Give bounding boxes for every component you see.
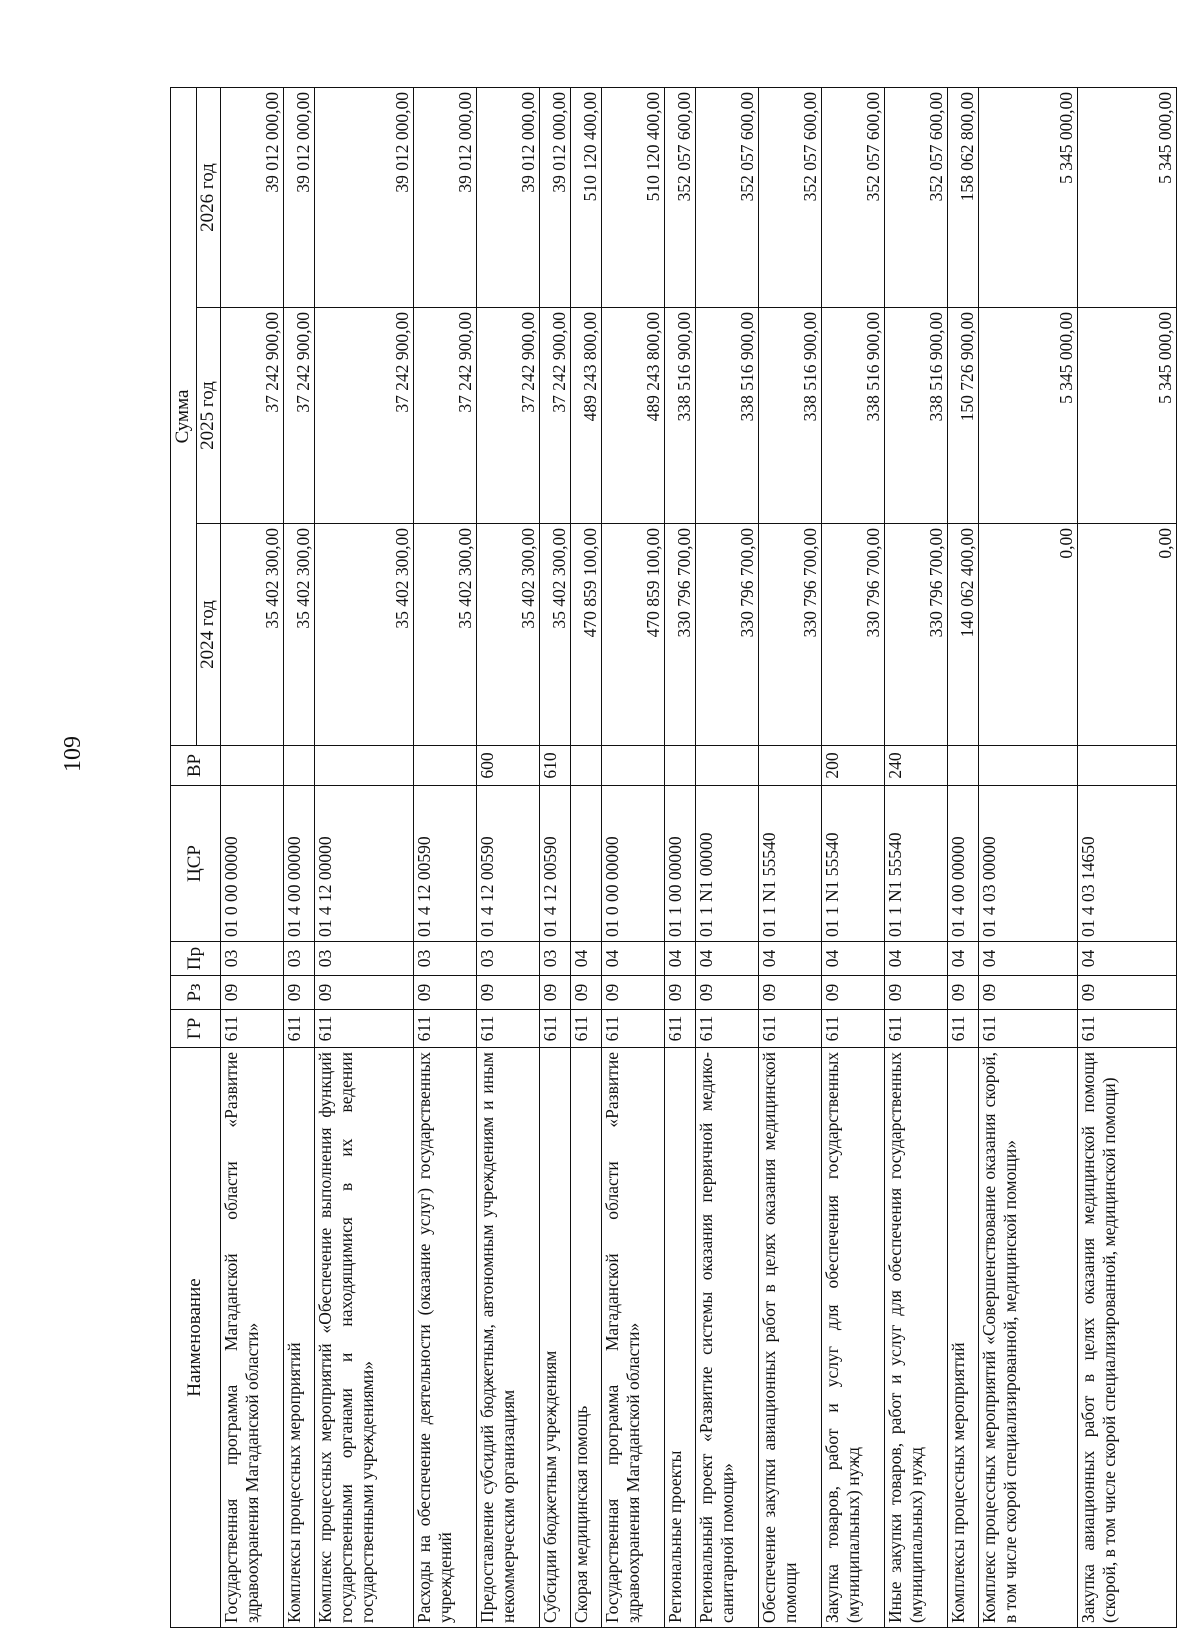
row-name: Субсидии бюджетным учреждениям <box>540 1048 571 1628</box>
row-name: Региональный проект «Развитие системы оказания первичной медико-санитарной помощи» <box>696 1048 759 1628</box>
row-2026: 5 345 000,00 <box>979 88 1078 308</box>
header-2024: 2024 год <box>197 524 221 746</box>
row-2025: 37 242 900,00 <box>221 308 284 524</box>
row-2025: 37 242 900,00 <box>284 308 315 524</box>
row-vr <box>696 746 759 786</box>
row-2024: 35 402 300,00 <box>414 524 477 746</box>
row-rz: 09 <box>602 976 665 1010</box>
row-name: Обеспечение закупки авиационных работ в целях оказания медицинской помощи <box>759 1048 822 1628</box>
row-pr: 04 <box>822 942 885 976</box>
table-row <box>948 88 979 1628</box>
row-vr <box>665 746 696 786</box>
row-2024: 470 859 100,00 <box>602 524 665 746</box>
table-row <box>602 88 665 1628</box>
row-2026: 352 057 600,00 <box>665 88 696 308</box>
row-name: Государственная программа Магаданской области «Развитие здравоохранения Магаданской области» <box>602 1048 665 1628</box>
row-2024: 330 796 700,00 <box>696 524 759 746</box>
budget-table <box>170 87 1177 1628</box>
row-gr: 611 <box>885 1010 948 1048</box>
row-vr: 240 <box>885 746 948 786</box>
row-pr: 04 <box>1078 942 1177 976</box>
row-vr <box>759 746 822 786</box>
row-2025: 338 516 900,00 <box>665 308 696 524</box>
row-pr: 04 <box>948 942 979 976</box>
row-2025: 338 516 900,00 <box>822 308 885 524</box>
row-rz: 09 <box>477 976 540 1010</box>
table-row <box>414 88 477 1628</box>
table-row <box>315 88 414 1628</box>
row-2026: 352 057 600,00 <box>759 88 822 308</box>
row-gr: 611 <box>822 1010 885 1048</box>
table-row <box>221 88 284 1628</box>
row-name: Комплексы процессных мероприятий <box>284 1048 315 1628</box>
row-csr: 01 1 N1 55540 <box>822 786 885 942</box>
row-gr: 611 <box>315 1010 414 1048</box>
row-pr: 04 <box>885 942 948 976</box>
row-csr: 01 4 00 00000 <box>948 786 979 942</box>
table-row <box>571 88 602 1628</box>
row-gr: 611 <box>665 1010 696 1048</box>
row-2024: 35 402 300,00 <box>284 524 315 746</box>
row-2026: 39 012 000,00 <box>284 88 315 308</box>
row-2024: 35 402 300,00 <box>221 524 284 746</box>
row-2026: 158 062 800,00 <box>948 88 979 308</box>
row-gr: 611 <box>602 1010 665 1048</box>
header-csr: ЦСР <box>171 786 221 942</box>
row-2025: 338 516 900,00 <box>759 308 822 524</box>
row-2024: 470 859 100,00 <box>571 524 602 746</box>
row-2026: 510 120 400,00 <box>602 88 665 308</box>
row-vr: 200 <box>822 746 885 786</box>
row-csr: 01 4 03 00000 <box>979 786 1078 942</box>
row-2024: 330 796 700,00 <box>665 524 696 746</box>
row-pr: 04 <box>665 942 696 976</box>
header-name: Наименование <box>171 1048 221 1628</box>
row-name: Иные закупки товаров, работ и услуг для обеспечения государственных (муниципальных) нужд <box>885 1048 948 1628</box>
row-pr: 04 <box>979 942 1078 976</box>
row-vr <box>948 746 979 786</box>
row-csr: 01 1 N1 55540 <box>885 786 948 942</box>
row-2026: 39 012 000,00 <box>221 88 284 308</box>
table-row <box>477 88 540 1628</box>
row-csr: 01 0 00 00000 <box>221 786 284 942</box>
row-vr: 600 <box>477 746 540 786</box>
row-csr: 01 0 00 00000 <box>602 786 665 942</box>
row-rz: 09 <box>571 976 602 1010</box>
page-number: 109 <box>60 736 86 772</box>
row-name: Скорая медицинская помощь <box>571 1048 602 1628</box>
row-name: Закупка авиационных работ в целях оказания медицинской помощи (скорой, в том числе скорой специализированной, медицинской помощи) <box>1078 1048 1177 1628</box>
row-2026: 510 120 400,00 <box>571 88 602 308</box>
row-csr: 01 4 12 00590 <box>414 786 477 942</box>
row-pr: 04 <box>571 942 602 976</box>
row-csr: 01 4 00 00000 <box>284 786 315 942</box>
row-rz: 09 <box>315 976 414 1010</box>
row-rz: 09 <box>284 976 315 1010</box>
row-rz: 09 <box>665 976 696 1010</box>
row-rz: 09 <box>696 976 759 1010</box>
row-2025: 338 516 900,00 <box>885 308 948 524</box>
row-2025: 5 345 000,00 <box>1078 308 1177 524</box>
row-2024: 35 402 300,00 <box>477 524 540 746</box>
row-vr <box>979 746 1078 786</box>
row-rz: 09 <box>221 976 284 1010</box>
row-rz: 09 <box>979 976 1078 1010</box>
row-vr <box>315 746 414 786</box>
row-pr: 03 <box>477 942 540 976</box>
row-2024: 330 796 700,00 <box>885 524 948 746</box>
row-pr: 03 <box>540 942 571 976</box>
row-2024: 330 796 700,00 <box>759 524 822 746</box>
row-csr: 01 1 N1 00000 <box>696 786 759 942</box>
table-row <box>979 88 1078 1628</box>
header-vr: ВР <box>171 746 221 786</box>
row-rz: 09 <box>759 976 822 1010</box>
row-rz: 09 <box>414 976 477 1010</box>
table-row <box>1078 88 1177 1628</box>
row-2026: 39 012 000,00 <box>414 88 477 308</box>
row-vr <box>284 746 315 786</box>
row-2024: 35 402 300,00 <box>315 524 414 746</box>
row-2025: 37 242 900,00 <box>540 308 571 524</box>
row-csr: 01 1 00 00000 <box>665 786 696 942</box>
row-pr: 03 <box>221 942 284 976</box>
row-gr: 611 <box>284 1010 315 1048</box>
row-pr: 03 <box>414 942 477 976</box>
row-name: Комплекс процессных мероприятий «Обеспечение выполнения функций государственными органами и находящимися в их ведении государственными учреждениями» <box>315 1048 414 1628</box>
row-rz: 09 <box>540 976 571 1010</box>
row-name: Государственная программа Магаданской области «Развитие здравоохранения Магаданской области» <box>221 1048 284 1628</box>
row-rz: 09 <box>948 976 979 1010</box>
row-vr: 610 <box>540 746 571 786</box>
table-row <box>284 88 315 1628</box>
row-csr <box>571 786 602 942</box>
row-2024: 140 062 400,00 <box>948 524 979 746</box>
table-row <box>759 88 822 1628</box>
row-pr: 03 <box>284 942 315 976</box>
row-gr: 611 <box>948 1010 979 1048</box>
row-2025: 489 243 800,00 <box>602 308 665 524</box>
row-gr: 611 <box>979 1010 1078 1048</box>
row-gr: 611 <box>571 1010 602 1048</box>
row-name: Комплексы процессных мероприятий <box>948 1048 979 1628</box>
row-2024: 0,00 <box>1078 524 1177 746</box>
row-2025: 5 345 000,00 <box>979 308 1078 524</box>
row-gr: 611 <box>1078 1010 1177 1048</box>
row-rz: 09 <box>885 976 948 1010</box>
table-row <box>822 88 885 1628</box>
row-vr <box>1078 746 1177 786</box>
header-pr: Пр <box>171 942 221 976</box>
header-gr: ГР <box>171 1010 221 1048</box>
row-2026: 39 012 000,00 <box>477 88 540 308</box>
row-vr <box>414 746 477 786</box>
row-pr: 04 <box>602 942 665 976</box>
table-row <box>665 88 696 1628</box>
header-2026: 2026 год <box>197 88 221 308</box>
row-pr: 04 <box>759 942 822 976</box>
row-gr: 611 <box>477 1010 540 1048</box>
row-vr <box>571 746 602 786</box>
header-sum: Сумма <box>171 88 197 746</box>
row-csr: 01 4 03 14650 <box>1078 786 1177 942</box>
row-name: Расходы на обеспечение деятельности (оказание услуг) государственных учреждений <box>414 1048 477 1628</box>
row-2025: 37 242 900,00 <box>477 308 540 524</box>
row-2025: 338 516 900,00 <box>696 308 759 524</box>
row-gr: 611 <box>221 1010 284 1048</box>
row-pr: 03 <box>315 942 414 976</box>
row-gr: 611 <box>759 1010 822 1048</box>
row-2026: 352 057 600,00 <box>696 88 759 308</box>
row-name: Региональные проекты <box>665 1048 696 1628</box>
row-2026: 39 012 000,00 <box>315 88 414 308</box>
row-2026: 352 057 600,00 <box>885 88 948 308</box>
header-rz: Рз <box>171 976 221 1010</box>
row-2024: 330 796 700,00 <box>822 524 885 746</box>
row-2025: 489 243 800,00 <box>571 308 602 524</box>
row-2025: 37 242 900,00 <box>315 308 414 524</box>
row-rz: 09 <box>1078 976 1177 1010</box>
row-gr: 611 <box>696 1010 759 1048</box>
row-name: Комплекс процессных мероприятий «Совершенствование оказания скорой, в том числе скорой специализированной, медицинской помощи» <box>979 1048 1078 1628</box>
row-name: Предоставление субсидий бюджетным, автономным учреждениям и иным некоммерческим организациям <box>477 1048 540 1628</box>
row-2026: 5 345 000,00 <box>1078 88 1177 308</box>
row-2024: 35 402 300,00 <box>540 524 571 746</box>
row-name: Закупка товаров, работ и услуг для обеспечения государственных (муниципальных) нужд <box>822 1048 885 1628</box>
row-2026: 352 057 600,00 <box>822 88 885 308</box>
row-2026: 39 012 000,00 <box>540 88 571 308</box>
row-csr: 01 1 N1 55540 <box>759 786 822 942</box>
row-csr: 01 4 12 00590 <box>540 786 571 942</box>
row-gr: 611 <box>540 1010 571 1048</box>
row-2025: 37 242 900,00 <box>414 308 477 524</box>
row-pr: 04 <box>696 942 759 976</box>
row-csr: 01 4 12 00000 <box>315 786 414 942</box>
row-2024: 0,00 <box>979 524 1078 746</box>
row-csr: 01 4 12 00590 <box>477 786 540 942</box>
row-vr <box>221 746 284 786</box>
row-2025: 150 726 900,00 <box>948 308 979 524</box>
rotated-table-wrapper <box>170 88 1175 1628</box>
table-row <box>885 88 948 1628</box>
row-gr: 611 <box>414 1010 477 1048</box>
row-vr <box>602 746 665 786</box>
table-row <box>696 88 759 1628</box>
row-rz: 09 <box>822 976 885 1010</box>
table-row <box>540 88 571 1628</box>
header-2025: 2025 год <box>197 308 221 524</box>
